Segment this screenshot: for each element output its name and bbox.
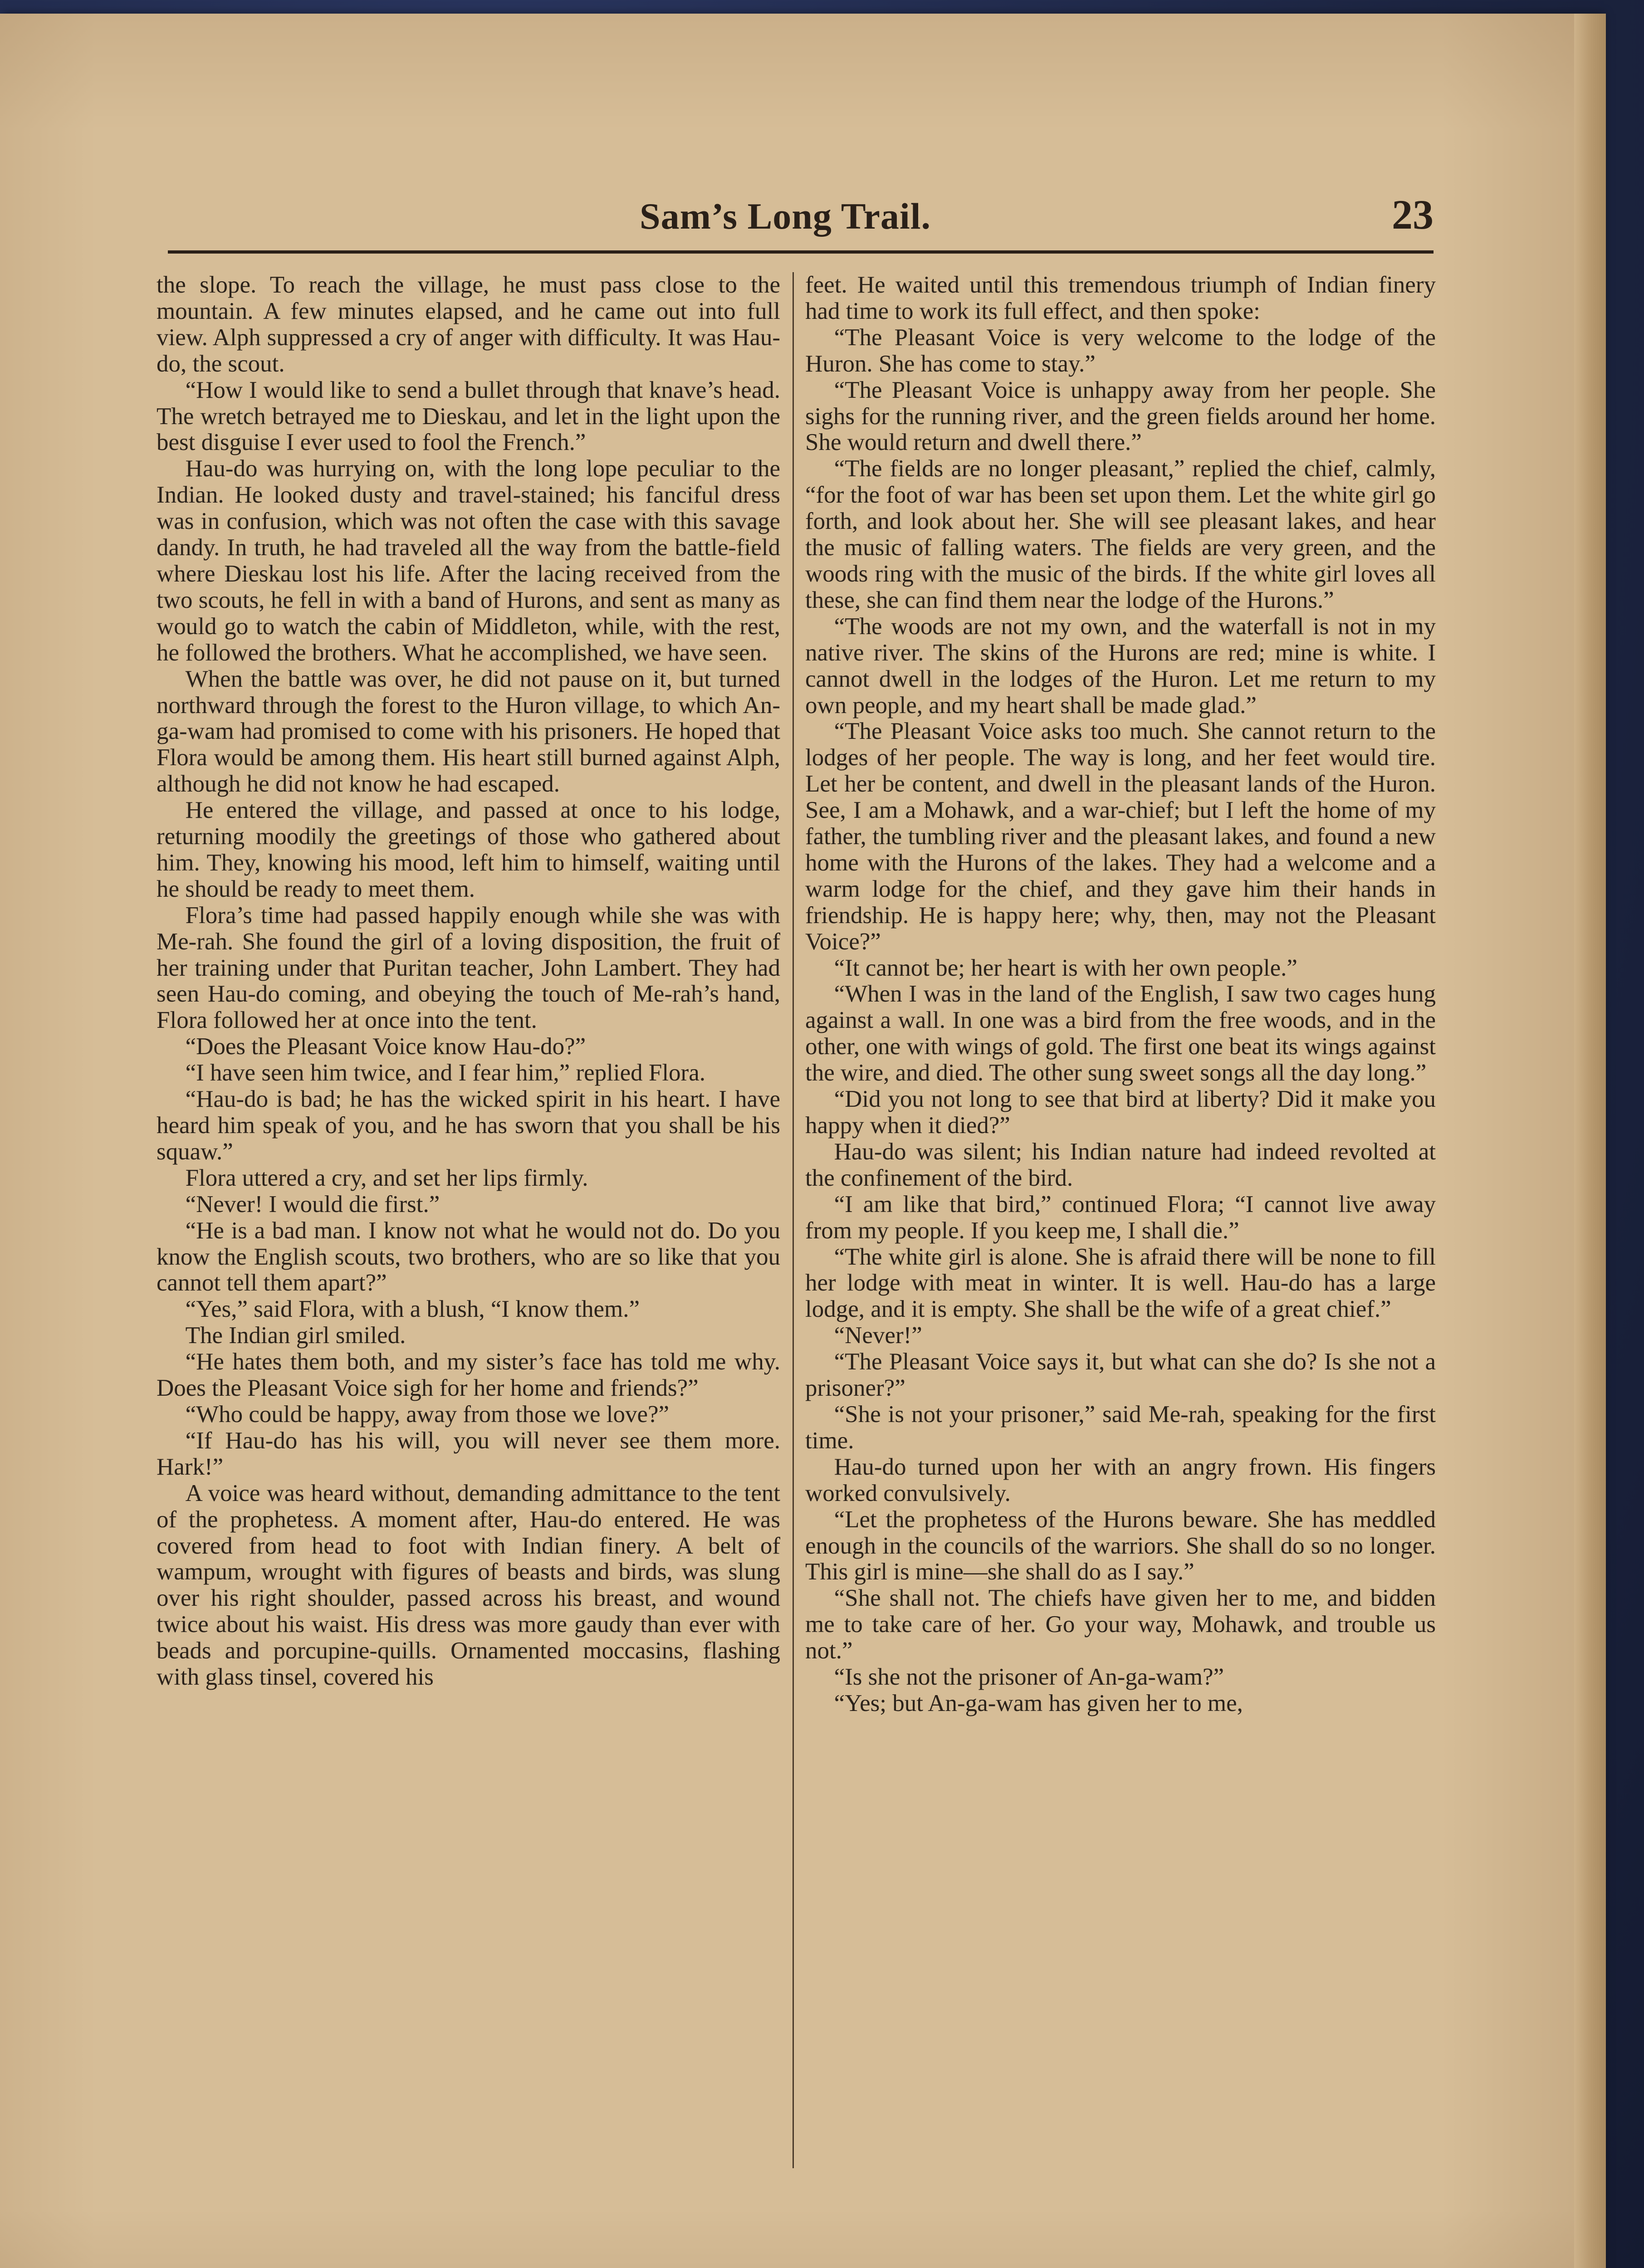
paragraph: “Let the prophetess of the Hurons beware. She has meddled enough in the councils of the warriors. She shall do so no longer. This girl is mine—she shall do as I say.”	[805, 1506, 1436, 1585]
paragraph: “Does the Pleasant Voice know Hau-do?”	[185, 1033, 586, 1060]
paragraph: “I am like that bird,” continued Flora; “I cannot live away from my people. If you keep me, I shall die.”	[805, 1191, 1436, 1244]
paragraph: When the battle was over, he did not pause on it, but turned northward through the forest to the Huron village, to which An-ga-wam had promised to come with his prisoners. He hoped that Flora would be among them. His heart still burned against Alph, although he did not know he had escaped.	[157, 665, 780, 797]
paragraph: “She is not your prisoner,” said Me-rah, speaking for the first time.	[805, 1401, 1436, 1454]
paragraph: Hau-do turned upon her with an angry frown. His fingers worked convulsively.	[805, 1453, 1436, 1506]
paragraph: feet. He waited until this tremendous triumph of Indian finery had time to work its full effect, and then spoke:	[805, 272, 1436, 324]
paragraph: “Did you not long to see that bird at liberty? Did it make you happy when it died?”	[805, 1086, 1436, 1139]
paragraph: “I have seen him twice, and I fear him,” replied Flora.	[185, 1060, 705, 1086]
paragraph: “The Pleasant Voice says it, but what can she do? Is she not a prisoner?”	[805, 1349, 1436, 1402]
paragraph: “How I would like to send a bullet through that knave’s head. The wretch betrayed me to Dieskau, and let in the light upon the best disguise I ever used to fool the French.”	[157, 376, 780, 456]
paragraph: “The Pleasant Voice is unhappy away from her people. She sighs for the running river, and the green fields around her home. She would return and dwell there.”	[805, 376, 1436, 456]
paragraph: “Hau-do is bad; he has the wicked spirit in his heart. I have heard him speak of you, and he has sworn that you shall be his squaw.”	[157, 1086, 780, 1165]
paragraph: “He hates them both, and my sister’s face has told me why. Does the Pleasant Voice sigh for her home and friends?”	[157, 1349, 780, 1402]
paragraph: “If Hau-do has his will, you will never see them more. Hark!”	[157, 1427, 780, 1480]
paragraph: “Never! I would die first.”	[185, 1191, 440, 1217]
paragraph: “He is a bad man. I know not what he would not do. Do you know the English scouts, two brothers, who are so like that you cannot tell them apart?”	[157, 1217, 780, 1296]
paragraph: A voice was heard without, demanding admittance to the tent of the prophetess. A moment after, Hau-do entered. He was covered from head to foot with Indian finery. A belt of wampum, wrought with figures of beasts and birds, was slung over his right shoulder, passed across his breast, and wound twice about his waist. His dress was more gaudy than ever with beads and porcupine-quills. Ornamented moccasins, flashing with glass tinsel, covered his	[157, 1480, 780, 1691]
paragraph: Hau-do was silent; his Indian nature had indeed revolted at the confinement of the bird.	[805, 1138, 1436, 1191]
left-column	[157, 272, 780, 2155]
running-title: Sam’s Long Trail.	[640, 196, 931, 237]
page-number: 23	[1392, 191, 1434, 238]
column-divider	[793, 272, 794, 2168]
paragraph: “Yes; but An-ga-wam has given her to me,	[834, 1690, 1243, 1716]
paragraph: “She shall not. The chiefs have given her to me, and bidden me to take care of her. Go your way, Mohawk, and trouble us not.”	[805, 1585, 1436, 1664]
header-rule	[168, 250, 1434, 254]
paragraph: “The woods are not my own, and the waterfall is not in my native river. The skins of the Hurons are red; mine is white. I cannot dwell in the lodges of the Huron. Let me return to my own people, and my heart shall be made glad.”	[805, 613, 1436, 719]
paragraph: “The Pleasant Voice is very welcome to the lodge of the Huron. She has come to stay.”	[805, 324, 1436, 377]
page-header	[163, 177, 1434, 240]
paragraph: The Indian girl smiled.	[185, 1322, 406, 1349]
paragraph: “When I was in the land of the English, I saw two cages hung against a wall. In one was a bird from the free woods, and in the other, one with wings of gold. The first one beat its wings against the wire, and died. The other sung sweet songs all the day long.”	[805, 981, 1436, 1086]
paragraph: He entered the village, and passed at once to his lodge, returning moodily the greetings of those who gathered about him. They, knowing his mood, left him to himself, waiting until he should be ready to meet them.	[157, 797, 780, 902]
paragraph: “The fields are no longer pleasant,” replied the chief, calmly, “for the foot of war has been set upon them. Let the white girl go forth, and look about her. She will see pleasant lakes, and hear the music of falling waters. The fields are very green, and the woods ring with the music of the birds. If the white girl loves all these, she can find them near the lodge of the Hurons.”	[805, 455, 1436, 613]
paragraph: Flora’s time had passed happily enough while she was with Me-rah. She found the girl of a loving disposition, the fruit of her training under that Puritan teacher, John Lambert. They had seen Hau-do coming, and obeying the touch of Me-rah’s hand, Flora followed her at once into the tent.	[157, 902, 780, 1034]
page-edge	[1574, 14, 1606, 2268]
paragraph: “Is she not the prisoner of An-ga-wam?”	[834, 1664, 1224, 1691]
paragraph: “The Pleasant Voice asks too much. She cannot return to the lodges of her people. The way is long, and her feet would tire. Let her be content, and dwell in the pleasant lands of the Huron. See, I am a Mohawk, and a war-chief; but I left the home of my father, the tumbling river and the pleasant lakes, and found a new home with the Hurons of the lakes. They had a welcome and a warm lodge for the chief, and they gave him their hands in friendship. He is happy here; why, then, may not the Pleasant Voice?”	[805, 718, 1436, 955]
paragraph: the slope. To reach the village, he must pass close to the mountain. A few minutes elapsed, and he came out into full view. Alph suppressed a cry of anger with difficulty. It was Hau-do, the scout.	[157, 272, 780, 377]
paragraph: Hau-do was hurrying on, with the long lope peculiar to the Indian. He looked dusty and travel-stained; his fanciful dress was in confusion, which was not often the case with this savage dandy. In truth, he had traveled all the way from the battle-field where Dieskau lost his life. After the lacing received from the two scouts, he fell in with a band of Hurons, and sent as many as would go to watch the cabin of Middleton, while, with the rest, he followed the brothers. What he accomplished, we have seen.	[157, 455, 780, 666]
paragraph: Flora uttered a cry, and set her lips firmly.	[185, 1164, 588, 1191]
paragraph: “Who could be happy, away from those we love?”	[185, 1401, 670, 1427]
paragraph: “The white girl is alone. She is afraid there will be none to fill her lodge with meat in winter. It is well. Hau-do has a large lodge, and it is empty. She shall be the wife of a great chief.”	[805, 1243, 1436, 1323]
paragraph: “Yes,” said Flora, with a blush, “I know them.”	[185, 1296, 640, 1323]
paragraph: “It cannot be; her heart is with her own people.”	[834, 954, 1297, 981]
paragraph: “Never!”	[834, 1322, 922, 1349]
right-column	[805, 272, 1436, 2155]
